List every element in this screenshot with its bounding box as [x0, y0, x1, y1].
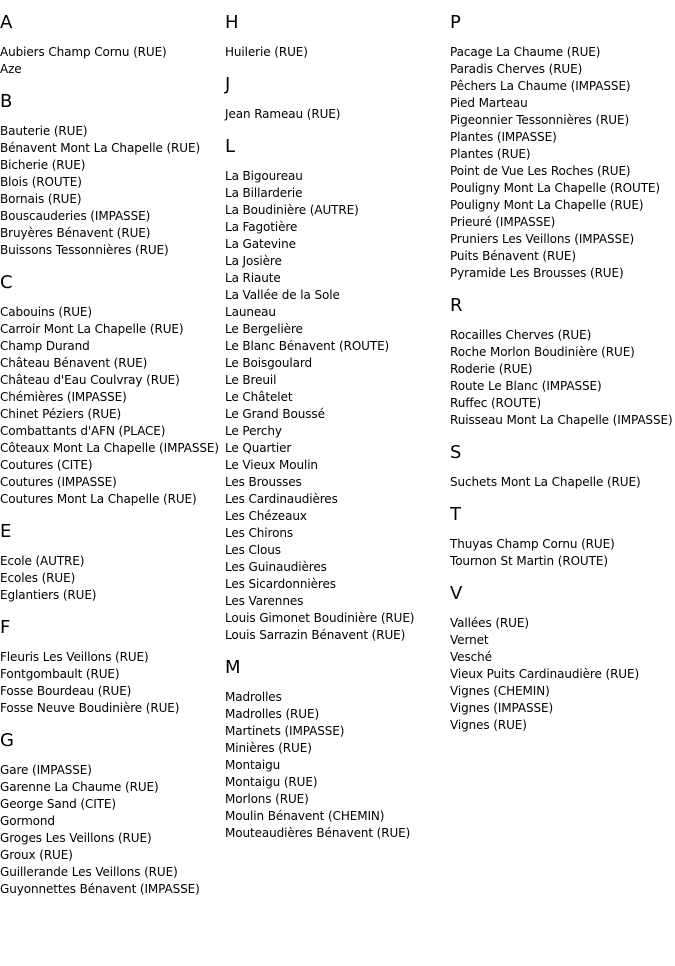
street-entry: Ecole (AUTRE) [0, 554, 85, 568]
street-entry: Fosse Bourdeau (RUE) [0, 684, 132, 698]
street-entry: Thuyas Champ Cornu (RUE) [450, 537, 615, 551]
letter-group [450, 504, 675, 570]
street-entry: Vesché [450, 650, 492, 664]
street-entry: Montaigu [225, 758, 281, 772]
street-entry: Rocailles Cherves (RUE) [450, 328, 592, 342]
street-entry: Point de Vue Les Roches (RUE) [450, 164, 631, 178]
street-entry: Tournon St Martin (ROUTE) [450, 554, 608, 568]
letter-heading: M [225, 657, 241, 678]
street-list [0, 123, 222, 259]
street-entry: Pied Marteau [450, 96, 528, 110]
street-entry: Bénavent Mont La Chapelle (RUE) [0, 141, 201, 155]
letter-heading: E [0, 521, 12, 542]
street-entry: Prieuré (IMPASSE) [450, 215, 556, 229]
street-entry: Cabouins (RUE) [0, 305, 92, 319]
street-entry: Morlons (RUE) [225, 792, 309, 806]
letter-group [225, 12, 447, 61]
street-entry: Pacage La Chaume (RUE) [450, 45, 601, 59]
street-entry: Fontgombault (RUE) [0, 667, 120, 681]
street-entry: Bauterie (RUE) [0, 124, 88, 138]
street-entry: Suchets Mont La Chapelle (RUE) [450, 475, 641, 489]
street-list [225, 168, 447, 644]
street-entry: Coutures (IMPASSE) [0, 475, 117, 489]
street-entry: Coutures Mont La Chapelle (RUE) [0, 492, 197, 506]
letter-group [450, 442, 675, 491]
street-entry: Huilerie (RUE) [225, 45, 308, 59]
street-entry: Château d'Eau Coulvray (RUE) [0, 373, 180, 387]
street-entry: Madrolles (RUE) [225, 707, 320, 721]
street-entry: Pruniers Les Veillons (IMPASSE) [450, 232, 635, 246]
street-list [450, 474, 675, 491]
street-entry: Pigeonnier Tessonnières (RUE) [450, 113, 630, 127]
letter-heading: V [450, 583, 463, 604]
street-entry: Vieux Puits Cardinaudière (RUE) [450, 667, 640, 681]
letter-group [0, 521, 222, 604]
street-entry: Eglantiers (RUE) [0, 588, 97, 602]
street-entry: Louis Sarrazin Bénavent (RUE) [225, 628, 406, 642]
street-entry: La Bigoureau [225, 169, 303, 183]
street-entry: Chinet Péziers (RUE) [0, 407, 122, 421]
street-entry: Madrolles [225, 690, 282, 704]
street-entry: Paradis Cherves (RUE) [450, 62, 583, 76]
letter-heading: J [225, 74, 231, 95]
street-entry: Ruffec (ROUTE) [450, 396, 542, 410]
street-list [0, 649, 222, 717]
street-entry: Combattants d'AFN (PLACE) [0, 424, 166, 438]
street-entry: Côteaux Mont La Chapelle (IMPASSE) [0, 441, 219, 455]
street-entry: George Sand (CITE) [0, 797, 116, 811]
street-entry: Les Guinaudières [225, 560, 327, 574]
street-list [0, 762, 222, 898]
street-entry: Coutures (CITE) [0, 458, 93, 472]
street-entry: Route Le Blanc (IMPASSE) [450, 379, 602, 393]
street-entry: Pêchers La Chaume (IMPASSE) [450, 79, 631, 93]
street-index-column-2 [225, 12, 447, 855]
street-list [225, 106, 447, 123]
street-entry: Le Breuil [225, 373, 277, 387]
street-entry: Pouligny Mont La Chapelle (RUE) [450, 198, 644, 212]
street-list [225, 689, 447, 842]
street-list [225, 44, 447, 61]
letter-heading: P [450, 12, 461, 33]
street-entry: Le Grand Boussé [225, 407, 325, 421]
street-entry: Groux (RUE) [0, 848, 73, 862]
street-entry: Groges Les Veillons (RUE) [0, 831, 152, 845]
street-entry: Les Chézeaux [225, 509, 307, 523]
letter-heading: B [0, 91, 13, 112]
street-entry: Les Varennes [225, 594, 304, 608]
street-entry: Mouteaudières Bénavent (RUE) [225, 826, 411, 840]
street-entry: Martinets (IMPASSE) [225, 724, 345, 738]
street-entry: Minières (RUE) [225, 741, 312, 755]
street-entry: La Billarderie [225, 186, 303, 200]
street-entry: Le Châtelet [225, 390, 293, 404]
street-entry: Vignes (RUE) [450, 718, 527, 732]
street-entry: Launeau [225, 305, 276, 319]
street-entry: Jean Rameau (RUE) [225, 107, 341, 121]
street-entry: Bruyères Bénavent (RUE) [0, 226, 151, 240]
letter-heading: S [450, 442, 462, 463]
letter-group [0, 617, 222, 717]
street-entry: Ecoles (RUE) [0, 571, 76, 585]
street-entry: Le Blanc Bénavent (ROUTE) [225, 339, 390, 353]
street-list [450, 615, 675, 734]
letter-group [0, 12, 222, 78]
street-entry: La Vallée de la Sole [225, 288, 340, 302]
street-entry: Vallées (RUE) [450, 616, 529, 630]
letter-group [225, 136, 447, 644]
street-entry: Gormond [0, 814, 55, 828]
letter-heading: L [225, 136, 236, 157]
street-entry: Chémières (IMPASSE) [0, 390, 127, 404]
letter-heading: F [0, 617, 11, 638]
letter-group [225, 74, 447, 123]
street-entry: Fleuris Les Veillons (RUE) [0, 650, 149, 664]
letter-group [450, 295, 675, 429]
street-entry: Aze [0, 62, 22, 76]
street-entry: Garenne La Chaume (RUE) [0, 780, 159, 794]
street-entry: Pyramide Les Brousses (RUE) [450, 266, 624, 280]
street-entry: Carroir Mont La Chapelle (RUE) [0, 322, 184, 336]
street-entry: Le Vieux Moulin [225, 458, 318, 472]
street-entry: Château Bénavent (RUE) [0, 356, 148, 370]
street-entry: Puits Bénavent (RUE) [450, 249, 576, 263]
street-entry: Guillerande Les Veillons (RUE) [0, 865, 178, 879]
letter-heading: H [225, 12, 239, 33]
street-entry: Vernet [450, 633, 489, 647]
street-entry: Champ Durand [0, 339, 90, 353]
street-entry: Le Boisgoulard [225, 356, 313, 370]
street-entry: Roche Morlon Boudinière (RUE) [450, 345, 635, 359]
street-entry: Pouligny Mont La Chapelle (ROUTE) [450, 181, 660, 195]
street-entry: Gare (IMPASSE) [0, 763, 92, 777]
street-list [0, 44, 222, 78]
letter-group [450, 12, 675, 282]
street-entry: Montaigu (RUE) [225, 775, 318, 789]
street-entry: Louis Gimonet Boudinière (RUE) [225, 611, 415, 625]
street-entry: La Gatevine [225, 237, 296, 251]
street-list [0, 304, 222, 508]
street-entry: Aubiers Champ Cornu (RUE) [0, 45, 167, 59]
letter-group [0, 730, 222, 898]
street-entry: Vignes (CHEMIN) [450, 684, 550, 698]
street-entry: Blois (ROUTE) [0, 175, 82, 189]
street-entry: Guyonnettes Bénavent (IMPASSE) [0, 882, 200, 896]
letter-group [225, 657, 447, 842]
letter-heading: C [0, 272, 13, 293]
street-entry: Les Clous [225, 543, 281, 557]
letter-heading: T [450, 504, 461, 525]
letter-group [0, 91, 222, 259]
street-index-column-3 [450, 12, 675, 747]
letter-heading: G [0, 730, 14, 751]
letter-heading: A [0, 12, 13, 33]
street-entry: Le Quartier [225, 441, 292, 455]
letter-group [450, 583, 675, 734]
street-index-column-1 [0, 12, 222, 911]
street-entry: La Josière [225, 254, 282, 268]
street-entry: Les Chirons [225, 526, 294, 540]
street-entry: Le Bergelière [225, 322, 303, 336]
street-list [450, 536, 675, 570]
street-entry: La Riaute [225, 271, 281, 285]
street-entry: Les Sicardonnières [225, 577, 336, 591]
street-entry: Le Perchy [225, 424, 282, 438]
street-entry: Bicherie (RUE) [0, 158, 86, 172]
street-entry: Fosse Neuve Boudinière (RUE) [0, 701, 180, 715]
street-entry: Les Brousses [225, 475, 302, 489]
street-entry: Buissons Tessonnières (RUE) [0, 243, 169, 257]
street-entry: Les Cardinaudières [225, 492, 338, 506]
street-list [450, 44, 675, 282]
street-entry: Bouscauderies (IMPASSE) [0, 209, 151, 223]
letter-group [0, 272, 222, 508]
street-entry: La Fagotière [225, 220, 298, 234]
street-entry: Roderie (RUE) [450, 362, 533, 376]
street-entry: Plantes (IMPASSE) [450, 130, 557, 144]
street-list [450, 327, 675, 429]
street-entry: Plantes (RUE) [450, 147, 531, 161]
street-entry: Ruisseau Mont La Chapelle (IMPASSE) [450, 413, 673, 427]
street-entry: La Boudinière (AUTRE) [225, 203, 359, 217]
letter-heading: R [450, 295, 463, 316]
street-entry: Vignes (IMPASSE) [450, 701, 554, 715]
street-entry: Moulin Bénavent (CHEMIN) [225, 809, 385, 823]
street-list [0, 553, 222, 604]
street-entry: Bornais (RUE) [0, 192, 82, 206]
